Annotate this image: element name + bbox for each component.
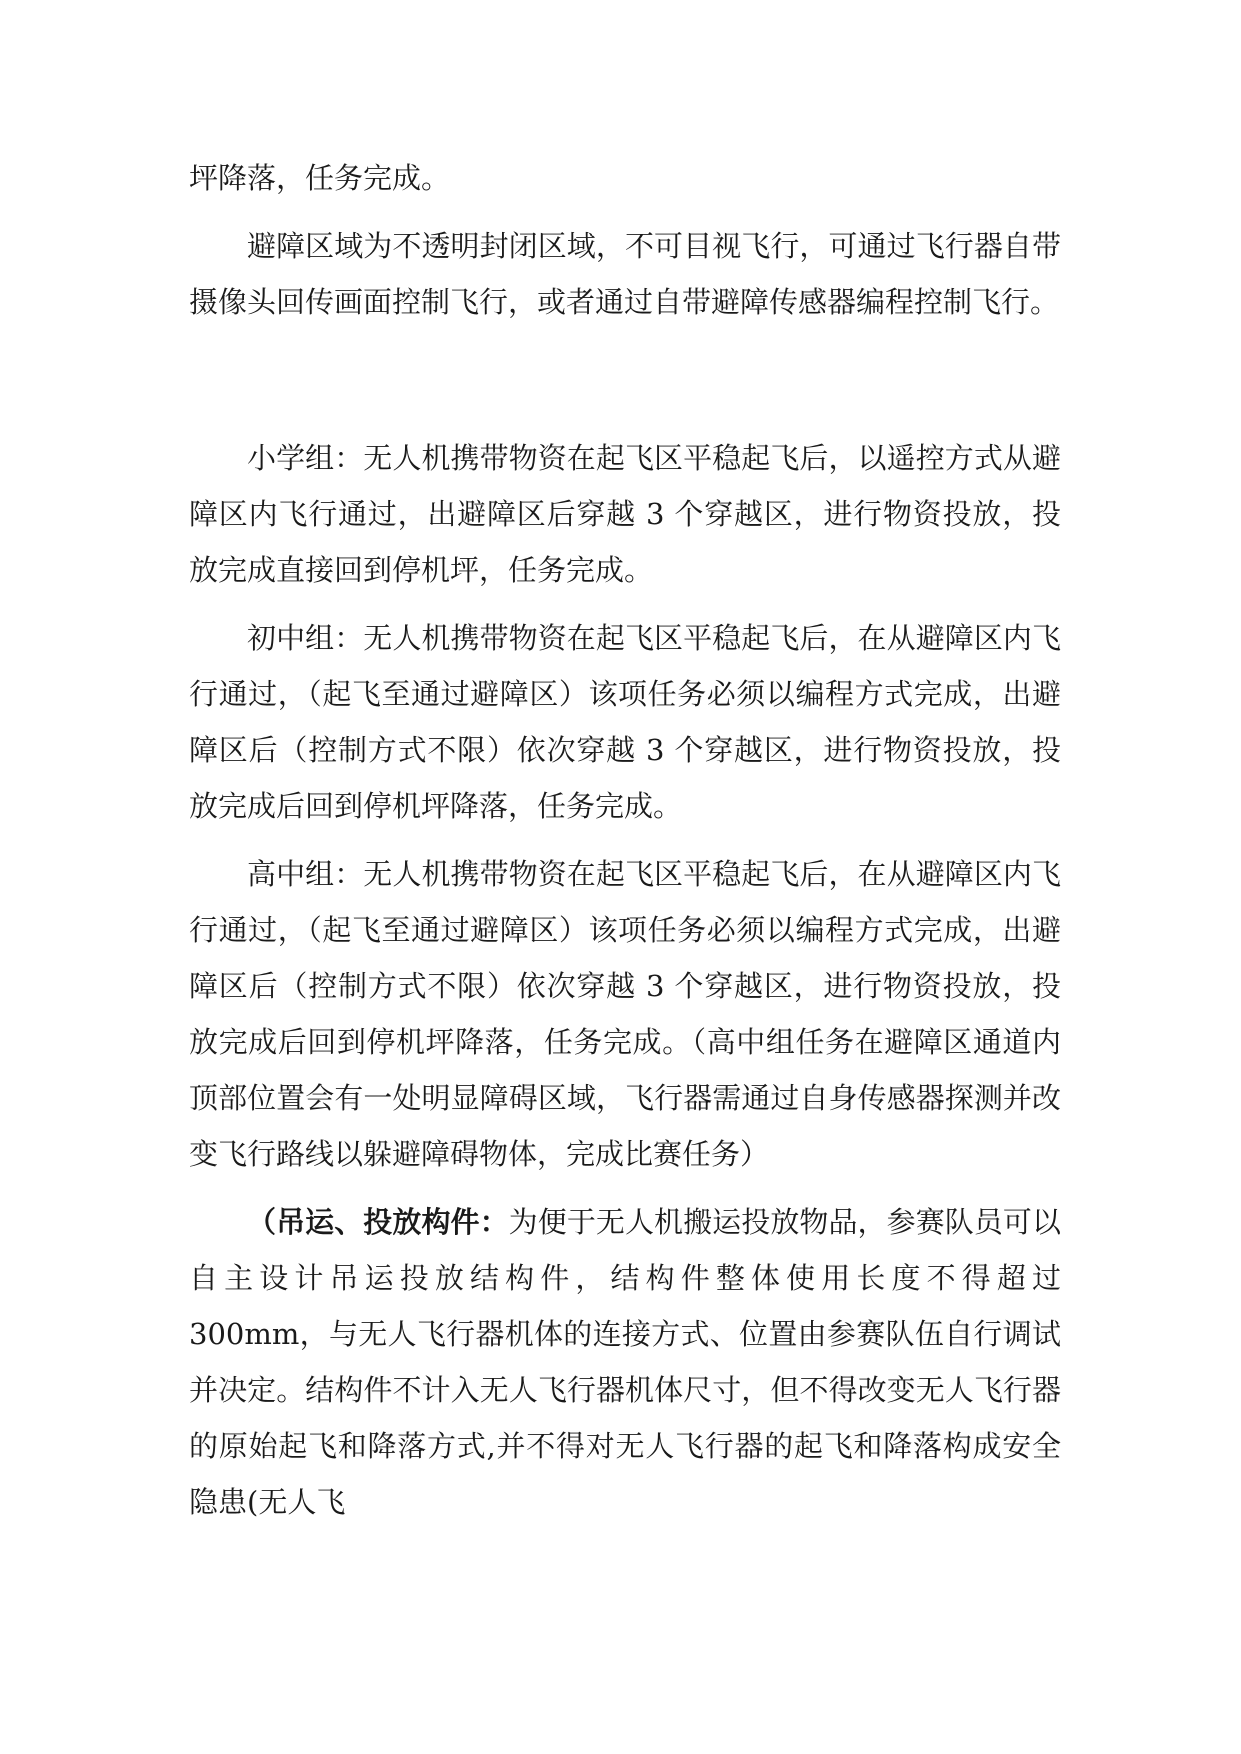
hoisting-component-heading: （吊运、投放构件：: [247, 1205, 509, 1239]
document-body: [189, 150, 1061, 1530]
paragraph-primary-group: 小学组：无人机携带物资在起飞区平稳起飞后，以遥控方式从避障区内飞行通过，出避障区后穿越 3 个穿越区，进行物资投放，投放完成直接回到停机坪，任务完成。: [189, 441, 1061, 587]
paragraph-junior-group: 初中组：无人机携带物资在起飞区平稳起飞后，在从避障区内飞行通过，（起飞至通过避障区）该项任务必须以编程方式完成，出避障区后（控制方式不限）依次穿越 3 个穿越区，进行物资投放，投放完成后回到停机坪降落，任务完成。: [189, 621, 1061, 823]
hoisting-component-text: 为便于无人机搬运投放物品，参赛队员可以自主设计吊运投放结构件，结构件整体使用长度不得超过 300mm，与无人飞行器机体的连接方式、位置由参赛队伍自行调试并决定。结构件不计入无人飞行器机体尺寸，但不得改变无人飞行器的原始起飞和降落方式,并不得对无人飞行器的起飞和降落构成安全隐患(无人飞: [189, 1205, 1061, 1519]
paragraph-senior-group: 高中组：无人机携带物资在起飞区平稳起飞后，在从避障区内飞行通过，（起飞至通过避障区）该项任务必须以编程方式完成，出避障区后（控制方式不限）依次穿越 3 个穿越区，进行物资投放，投放完成后回到停机坪降落，任务完成。（高中组任务在避障区通道内顶部位置会有一处明显障碍区域，飞行器需通过自身传感器探测并改变飞行路线以躲避障碍物体，完成比赛任务）: [189, 857, 1061, 1171]
paragraph-obstacle-area: 避障区域为不透明封闭区域，不可目视飞行，可通过飞行器自带摄像头回传画面控制飞行，或者通过自带避障传感器编程控制飞行。: [189, 229, 1061, 319]
paragraph-continuation: 坪降落，任务完成。: [189, 161, 451, 195]
paragraph-hoisting-component: [189, 1194, 1061, 1530]
